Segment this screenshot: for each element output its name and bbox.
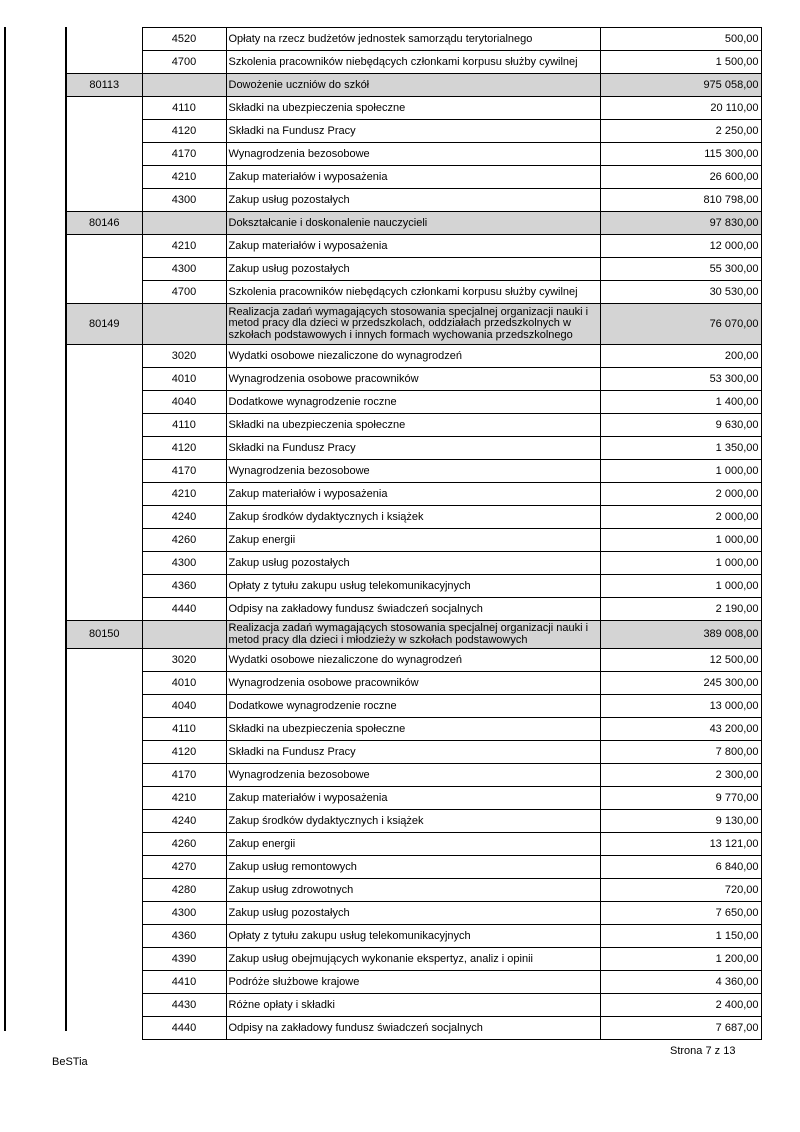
description-cell: Zakup materiałów i wyposażenia bbox=[226, 787, 600, 810]
subchapter-code-cell bbox=[67, 143, 142, 166]
paragraph-code-cell: 4120 bbox=[142, 741, 226, 764]
description-cell: Składki na ubezpieczenia społeczne bbox=[226, 414, 600, 437]
description-cell: Zakup usług obejmujących wykonanie ekspertyz, analiz i opinii bbox=[226, 948, 600, 971]
subchapter-code-cell bbox=[67, 1017, 142, 1040]
amount-cell: 1 000,00 bbox=[600, 529, 761, 552]
description-cell: Zakup środków dydaktycznych i książek bbox=[226, 506, 600, 529]
amount-cell: 2 300,00 bbox=[600, 764, 761, 787]
table-body bbox=[67, 28, 761, 1040]
description-cell: Składki na ubezpieczenia społeczne bbox=[226, 97, 600, 120]
paragraph-code-cell: 4110 bbox=[142, 718, 226, 741]
description-cell: Składki na Fundusz Pracy bbox=[226, 120, 600, 143]
description-cell: Zakup usług zdrowotnych bbox=[226, 879, 600, 902]
table-row bbox=[67, 368, 761, 391]
description-cell: Szkolenia pracowników niebędących członkami korpusu służby cywilnej bbox=[226, 51, 600, 74]
paragraph-code-cell: 4170 bbox=[142, 764, 226, 787]
amount-cell: 97 830,00 bbox=[600, 212, 761, 235]
description-cell: Opłaty na rzecz budżetów jednostek samorządu terytorialnego bbox=[226, 28, 600, 51]
subchapter-code-cell bbox=[67, 925, 142, 948]
description-cell: Wynagrodzenia bezosobowe bbox=[226, 764, 600, 787]
amount-cell: 2 250,00 bbox=[600, 120, 761, 143]
paragraph-code-cell: 4110 bbox=[142, 414, 226, 437]
paragraph-code-cell: 4360 bbox=[142, 575, 226, 598]
paragraph-code-cell: 4270 bbox=[142, 856, 226, 879]
paragraph-code-cell bbox=[142, 212, 226, 235]
amount-cell: 7 687,00 bbox=[600, 1017, 761, 1040]
amount-cell: 1 000,00 bbox=[600, 552, 761, 575]
paragraph-code-cell: 4280 bbox=[142, 879, 226, 902]
footer-page-number: Strona 7 z 13 bbox=[670, 1045, 736, 1057]
description-cell: Zakup usług pozostałych bbox=[226, 189, 600, 212]
table-row bbox=[67, 649, 761, 672]
subchapter-code-cell bbox=[67, 598, 142, 621]
amount-cell: 1 400,00 bbox=[600, 391, 761, 414]
section-row bbox=[67, 304, 761, 345]
description-cell: Zakup energii bbox=[226, 833, 600, 856]
subchapter-code-cell: 80150 bbox=[67, 621, 142, 649]
subchapter-code-cell bbox=[67, 994, 142, 1017]
paragraph-code-cell: 4210 bbox=[142, 235, 226, 258]
table-row bbox=[67, 764, 761, 787]
paragraph-code-cell: 4300 bbox=[142, 189, 226, 212]
subchapter-code-cell bbox=[67, 787, 142, 810]
paragraph-code-cell: 4440 bbox=[142, 1017, 226, 1040]
subchapter-code-cell bbox=[67, 810, 142, 833]
amount-cell: 12 000,00 bbox=[600, 235, 761, 258]
amount-cell: 76 070,00 bbox=[600, 304, 761, 345]
subchapter-code-cell bbox=[67, 741, 142, 764]
subchapter-code-cell bbox=[67, 575, 142, 598]
amount-cell: 20 110,00 bbox=[600, 97, 761, 120]
table-row bbox=[67, 506, 761, 529]
description-cell: Wynagrodzenia bezosobowe bbox=[226, 143, 600, 166]
table-row bbox=[67, 552, 761, 575]
amount-cell: 6 840,00 bbox=[600, 856, 761, 879]
amount-cell: 4 360,00 bbox=[600, 971, 761, 994]
description-cell: Składki na ubezpieczenia społeczne bbox=[226, 718, 600, 741]
description-cell: Zakup usług pozostałych bbox=[226, 902, 600, 925]
table-row bbox=[67, 1017, 761, 1040]
amount-cell: 2 000,00 bbox=[600, 483, 761, 506]
subchapter-code-cell bbox=[67, 971, 142, 994]
paragraph-code-cell: 4010 bbox=[142, 368, 226, 391]
table-row bbox=[67, 902, 761, 925]
description-cell: Szkolenia pracowników niebędących członkami korpusu służby cywilnej bbox=[226, 281, 600, 304]
description-cell: Opłaty z tytułu zakupu usług telekomunikacyjnych bbox=[226, 575, 600, 598]
amount-cell: 245 300,00 bbox=[600, 672, 761, 695]
paragraph-code-cell: 4210 bbox=[142, 166, 226, 189]
table-row bbox=[67, 166, 761, 189]
paragraph-code-cell: 4260 bbox=[142, 833, 226, 856]
amount-cell: 2 400,00 bbox=[600, 994, 761, 1017]
table-row bbox=[67, 281, 761, 304]
description-cell: Zakup materiałów i wyposażenia bbox=[226, 166, 600, 189]
table-row bbox=[67, 189, 761, 212]
amount-cell: 7 800,00 bbox=[600, 741, 761, 764]
paragraph-code-cell: 4300 bbox=[142, 902, 226, 925]
amount-cell: 2 000,00 bbox=[600, 506, 761, 529]
subchapter-code-cell bbox=[67, 552, 142, 575]
amount-cell: 389 008,00 bbox=[600, 621, 761, 649]
table-row bbox=[67, 948, 761, 971]
subchapter-code-cell bbox=[67, 483, 142, 506]
subchapter-code-cell bbox=[67, 695, 142, 718]
amount-cell: 1 000,00 bbox=[600, 575, 761, 598]
table-row bbox=[67, 143, 761, 166]
subchapter-code-cell bbox=[67, 368, 142, 391]
description-cell: Zakup usług pozostałych bbox=[226, 258, 600, 281]
subchapter-code-cell bbox=[67, 672, 142, 695]
subchapter-code-cell bbox=[67, 51, 142, 74]
description-cell: Wynagrodzenia bezosobowe bbox=[226, 460, 600, 483]
table-row bbox=[67, 391, 761, 414]
paragraph-code-cell: 4120 bbox=[142, 120, 226, 143]
paragraph-code-cell: 4300 bbox=[142, 258, 226, 281]
paragraph-code-cell: 4240 bbox=[142, 810, 226, 833]
table-row bbox=[67, 695, 761, 718]
table-row bbox=[67, 437, 761, 460]
amount-cell: 13 000,00 bbox=[600, 695, 761, 718]
description-cell: Zakup materiałów i wyposażenia bbox=[226, 235, 600, 258]
paragraph-code-cell: 3020 bbox=[142, 649, 226, 672]
paragraph-code-cell: 4260 bbox=[142, 529, 226, 552]
table-row bbox=[67, 28, 761, 51]
paragraph-code-cell bbox=[142, 74, 226, 97]
amount-cell: 43 200,00 bbox=[600, 718, 761, 741]
paragraph-code-cell: 4240 bbox=[142, 506, 226, 529]
subchapter-code-cell bbox=[67, 235, 142, 258]
description-cell: Wynagrodzenia osobowe pracowników bbox=[226, 368, 600, 391]
section-row bbox=[67, 74, 761, 97]
subchapter-code-cell bbox=[67, 166, 142, 189]
table-row bbox=[67, 718, 761, 741]
paragraph-code-cell: 4210 bbox=[142, 483, 226, 506]
subchapter-code-cell bbox=[67, 97, 142, 120]
table-row bbox=[67, 833, 761, 856]
subchapter-code-cell bbox=[67, 948, 142, 971]
description-cell: Dokształcanie i doskonalenie nauczycieli bbox=[226, 212, 600, 235]
subchapter-code-cell: 80146 bbox=[67, 212, 142, 235]
table-row bbox=[67, 529, 761, 552]
amount-cell: 9 630,00 bbox=[600, 414, 761, 437]
paragraph-code-cell: 4520 bbox=[142, 28, 226, 51]
paragraph-code-cell: 4170 bbox=[142, 460, 226, 483]
paragraph-code-cell: 4430 bbox=[142, 994, 226, 1017]
description-cell: Podróże służbowe krajowe bbox=[226, 971, 600, 994]
description-cell: Zakup usług remontowych bbox=[226, 856, 600, 879]
description-cell: Realizacja zadań wymagających stosowania specjalnej organizacji nauki i metod pracy dla dzieci i młodzieży w szkołach podstawowych bbox=[226, 621, 600, 649]
subchapter-code-cell bbox=[67, 391, 142, 414]
subchapter-code-cell bbox=[67, 345, 142, 368]
table-row bbox=[67, 672, 761, 695]
description-cell: Odpisy na zakładowy fundusz świadczeń socjalnych bbox=[226, 1017, 600, 1040]
paragraph-code-cell: 4390 bbox=[142, 948, 226, 971]
paragraph-code-cell: 4360 bbox=[142, 925, 226, 948]
subchapter-code-cell bbox=[67, 258, 142, 281]
paragraph-code-cell: 4040 bbox=[142, 391, 226, 414]
description-cell: Odpisy na zakładowy fundusz świadczeń socjalnych bbox=[226, 598, 600, 621]
amount-cell: 26 600,00 bbox=[600, 166, 761, 189]
amount-cell: 720,00 bbox=[600, 879, 761, 902]
amount-cell: 1 000,00 bbox=[600, 460, 761, 483]
description-cell: Wynagrodzenia osobowe pracowników bbox=[226, 672, 600, 695]
subchapter-code-cell bbox=[67, 902, 142, 925]
description-cell: Dodatkowe wynagrodzenie roczne bbox=[226, 695, 600, 718]
amount-cell: 115 300,00 bbox=[600, 143, 761, 166]
table-row bbox=[67, 598, 761, 621]
description-cell: Dowożenie uczniów do szkół bbox=[226, 74, 600, 97]
subchapter-code-cell bbox=[67, 529, 142, 552]
amount-cell: 1 200,00 bbox=[600, 948, 761, 971]
subchapter-code-cell bbox=[67, 28, 142, 51]
subchapter-code-cell bbox=[67, 437, 142, 460]
table-row bbox=[67, 994, 761, 1017]
table-row bbox=[67, 345, 761, 368]
amount-cell: 2 190,00 bbox=[600, 598, 761, 621]
table-row bbox=[67, 575, 761, 598]
description-cell: Różne opłaty i składki bbox=[226, 994, 600, 1017]
paragraph-code-cell: 3020 bbox=[142, 345, 226, 368]
description-cell: Zakup usług pozostałych bbox=[226, 552, 600, 575]
table-row bbox=[67, 258, 761, 281]
subchapter-code-cell bbox=[67, 649, 142, 672]
left-margin-rule bbox=[4, 27, 6, 1031]
table-row bbox=[67, 460, 761, 483]
description-cell: Wydatki osobowe niezaliczone do wynagrodzeń bbox=[226, 345, 600, 368]
paragraph-code-cell: 4700 bbox=[142, 51, 226, 74]
table-row bbox=[67, 235, 761, 258]
description-cell: Wydatki osobowe niezaliczone do wynagrodzeń bbox=[226, 649, 600, 672]
amount-cell: 1 150,00 bbox=[600, 925, 761, 948]
amount-cell: 9 770,00 bbox=[600, 787, 761, 810]
amount-cell: 53 300,00 bbox=[600, 368, 761, 391]
table-row bbox=[67, 97, 761, 120]
subchapter-code-cell bbox=[67, 718, 142, 741]
subchapter-code-cell bbox=[67, 764, 142, 787]
description-cell: Opłaty z tytułu zakupu usług telekomunikacyjnych bbox=[226, 925, 600, 948]
amount-cell: 500,00 bbox=[600, 28, 761, 51]
subchapter-code-cell bbox=[67, 281, 142, 304]
subchapter-code-cell bbox=[67, 120, 142, 143]
amount-cell: 30 530,00 bbox=[600, 281, 761, 304]
amount-cell: 9 130,00 bbox=[600, 810, 761, 833]
description-cell: Zakup materiałów i wyposażenia bbox=[226, 483, 600, 506]
table-row bbox=[67, 879, 761, 902]
description-cell: Składki na Fundusz Pracy bbox=[226, 437, 600, 460]
amount-cell: 13 121,00 bbox=[600, 833, 761, 856]
subchapter-code-cell bbox=[67, 414, 142, 437]
table-row bbox=[67, 971, 761, 994]
paragraph-code-cell: 4210 bbox=[142, 787, 226, 810]
amount-cell: 55 300,00 bbox=[600, 258, 761, 281]
amount-cell: 200,00 bbox=[600, 345, 761, 368]
subchapter-code-cell: 80149 bbox=[67, 304, 142, 345]
table-row bbox=[67, 51, 761, 74]
section-row bbox=[67, 621, 761, 649]
paragraph-code-cell: 4110 bbox=[142, 97, 226, 120]
table-row bbox=[67, 856, 761, 879]
paragraph-code-cell: 4410 bbox=[142, 971, 226, 994]
table-row bbox=[67, 787, 761, 810]
paragraph-code-cell: 4170 bbox=[142, 143, 226, 166]
subchapter-code-cell bbox=[67, 856, 142, 879]
description-cell: Realizacja zadań wymagających stosowania specjalnej organizacji nauki i metod pracy dla dzieci w przedszkolach, oddziałach przedszkolnych w szkołach podstawowych i innych formach wychowania przedszkolnego bbox=[226, 304, 600, 345]
paragraph-code-cell bbox=[142, 621, 226, 649]
description-cell: Zakup energii bbox=[226, 529, 600, 552]
paragraph-code-cell: 4300 bbox=[142, 552, 226, 575]
subchapter-code-cell: 80113 bbox=[67, 74, 142, 97]
paragraph-code-cell: 4440 bbox=[142, 598, 226, 621]
paragraph-code-cell bbox=[142, 304, 226, 345]
table-row bbox=[67, 741, 761, 764]
paragraph-code-cell: 4010 bbox=[142, 672, 226, 695]
footer-app-name: BeSTia bbox=[52, 1056, 88, 1068]
table-row bbox=[67, 925, 761, 948]
description-cell: Zakup środków dydaktycznych i książek bbox=[226, 810, 600, 833]
section-row bbox=[67, 212, 761, 235]
table-row bbox=[67, 414, 761, 437]
paragraph-code-cell: 4700 bbox=[142, 281, 226, 304]
table-row bbox=[67, 120, 761, 143]
subchapter-code-cell bbox=[67, 833, 142, 856]
paragraph-code-cell: 4040 bbox=[142, 695, 226, 718]
budget-expenditure-table bbox=[67, 27, 762, 1040]
description-cell: Dodatkowe wynagrodzenie roczne bbox=[226, 391, 600, 414]
amount-cell: 12 500,00 bbox=[600, 649, 761, 672]
amount-cell: 1 350,00 bbox=[600, 437, 761, 460]
subchapter-code-cell bbox=[67, 506, 142, 529]
description-cell: Składki na Fundusz Pracy bbox=[226, 741, 600, 764]
paragraph-code-cell: 4120 bbox=[142, 437, 226, 460]
amount-cell: 810 798,00 bbox=[600, 189, 761, 212]
table-row bbox=[67, 810, 761, 833]
subchapter-code-cell bbox=[67, 460, 142, 483]
amount-cell: 7 650,00 bbox=[600, 902, 761, 925]
amount-cell: 975 058,00 bbox=[600, 74, 761, 97]
subchapter-code-cell bbox=[67, 879, 142, 902]
subchapter-code-cell bbox=[67, 189, 142, 212]
table-row bbox=[67, 483, 761, 506]
amount-cell: 1 500,00 bbox=[600, 51, 761, 74]
